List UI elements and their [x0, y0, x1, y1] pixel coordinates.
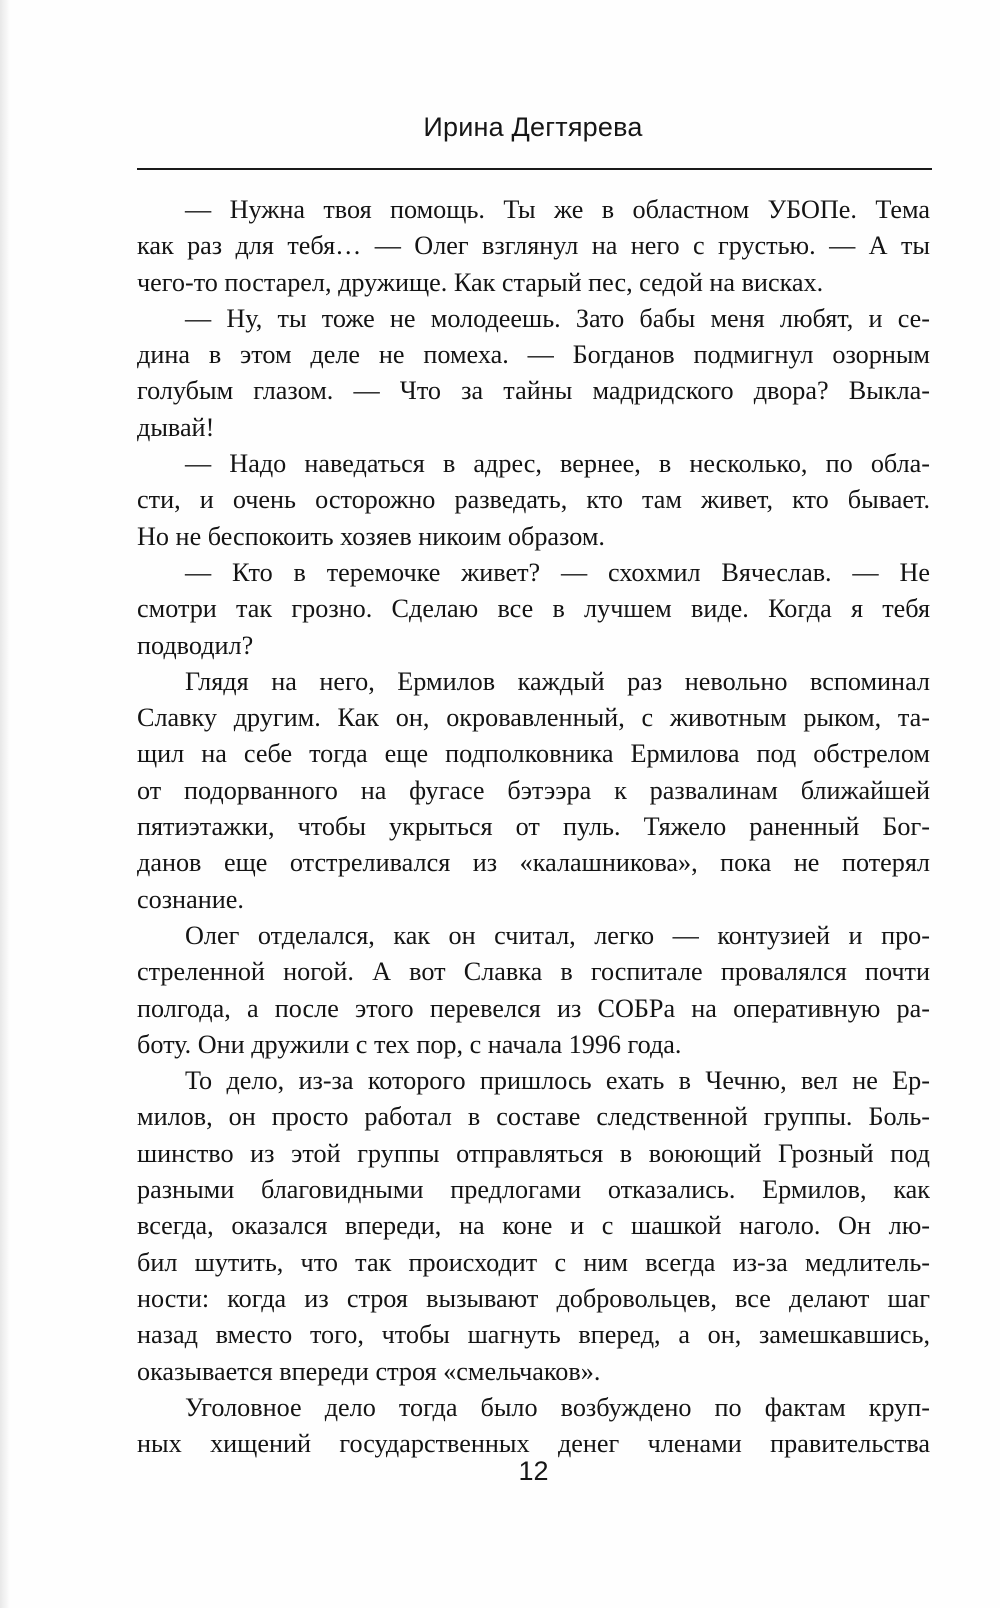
text-line: Славку другим. Как он, окровавленный, с животным рыком, та-	[137, 703, 930, 733]
text-line: от подорванного на фугасе бэтээра к развалинам ближайшей	[137, 775, 930, 805]
text-line: как раз для тебя… — Олег взглянул на него с грустью. — А ты	[137, 231, 930, 261]
text-line: — Кто в теремочке живет? — схохмил Вячеслав. — Не	[185, 557, 930, 587]
text-line: шинство из этой группы отправляться в воюющий Грозный под	[137, 1138, 930, 1168]
text-line: назад вместо того, чтобы шагнуть вперед, а он, замешкавшись,	[137, 1320, 930, 1350]
text-line: оказывается впереди строя «смельчаков».	[137, 1356, 601, 1386]
text-line: — Надо наведаться в адрес, вернее, в несколько, по обла-	[185, 449, 930, 479]
text-line: Олег отделался, как он считал, легко — контузией и про-	[185, 920, 930, 950]
text-line: Глядя на него, Ермилов каждый раз невольно вспоминал	[185, 666, 930, 696]
text-line: боту. Они дружили с тех пор, с начала 1996 года.	[137, 1029, 682, 1059]
text-line: То дело, из-за которого пришлось ехать в Чечню, вел не Ер-	[185, 1066, 930, 1096]
text-line: чего-то постарел, дружище. Как старый пес, седой на висках.	[137, 267, 824, 297]
text-line: разными благовидными предлогами отказались. Ермилов, как	[137, 1175, 930, 1205]
body-text	[137, 192, 930, 1462]
text-line: полгода, а после этого перевелся из СОБРа на оперативную ра-	[137, 993, 930, 1023]
running-header-author: Ирина Дегтярева	[423, 112, 643, 142]
text-line: Но не беспокоить хозяев никоим образом.	[137, 521, 605, 551]
header-rule	[137, 168, 932, 170]
text-line: — Нужна твоя помощь. Ты же в областном УБОПе. Тема	[185, 195, 930, 224]
text-line: сти, и очень осторожно разведать, кто там живет, кто бывает.	[137, 485, 930, 515]
text-line: пятиэтажки, чтобы укрыться от пуль. Тяжело раненный Бог-	[137, 812, 930, 842]
text-line: сознание.	[137, 884, 244, 914]
text-line: подводил?	[137, 630, 254, 660]
text-line: Уголовное дело тогда было возбуждено по фактам круп-	[185, 1392, 930, 1422]
text-line: всегда, оказался впереди, на коне и с шашкой наголо. Он лю-	[137, 1211, 930, 1241]
text-line: ности: когда из строя вызывают добровольцев, все делают шаг	[137, 1283, 930, 1313]
text-line: ных хищений государственных денег членами правительства	[137, 1429, 930, 1459]
text-line: данов еще отстреливался из «калашникова», пока не потерял	[137, 848, 930, 878]
text-line: милов, он просто работал в составе следственной группы. Боль-	[137, 1102, 930, 1132]
text-line: щил на себе тогда еще подполковника Ермилова под обстрелом	[137, 739, 930, 769]
scan-edge-shadow	[0, 0, 10, 1608]
text-line: дина в этом деле не помеха. — Богданов подмигнул озорным	[137, 340, 930, 370]
text-line: смотри так грозно. Сделаю все в лучшем виде. Когда я тебя	[137, 594, 930, 624]
text-line: — Ну, ты тоже не молодеешь. Зато бабы меня любят, и се-	[185, 303, 930, 333]
text-line: бил шутить, что так происходит с ним всегда из-за медлитель-	[137, 1247, 930, 1277]
text-line: голубым глазом. — Что за тайны мадридского двора? Выкла-	[137, 376, 930, 406]
text-line: дывай!	[137, 412, 215, 442]
text-line: стреленной ногой. А вот Славка в госпитале провалялся почти	[137, 957, 930, 987]
page-number: 12	[518, 1456, 549, 1486]
